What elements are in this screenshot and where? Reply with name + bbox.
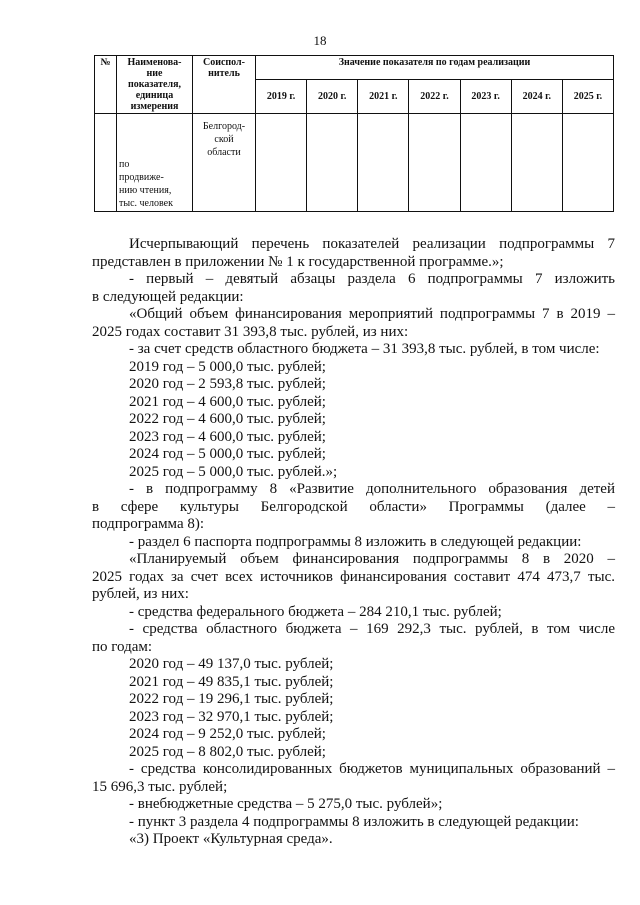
col-header-year: 2022 г. — [409, 80, 460, 114]
col-header-year: 2024 г. — [511, 80, 562, 114]
cell-value — [511, 114, 562, 212]
list-item: 2022 год – 4 600,0 тыс. рублей; — [129, 411, 326, 427]
list-item: 2020 год – 2 593,8 тыс. рублей; — [129, 376, 326, 392]
paragraph: - первый – девятый абзацы раздела 6 подпрограммы 7 изложить — [129, 271, 615, 287]
paragraph: «3) Проект «Культурная среда». — [129, 831, 333, 847]
col-header-indicator-name: Наименова- ние показателя, единица измерения — [117, 56, 193, 114]
list-item: 2024 год – 9 252,0 тыс. рублей; — [129, 726, 326, 742]
list-item: 2022 год – 19 296,1 тыс. рублей; — [129, 691, 334, 707]
cell-value — [409, 114, 460, 212]
list-item: 2024 год – 5 000,0 тыс. рублей; — [129, 446, 326, 462]
list-item: 2019 год – 5 000,0 тыс. рублей; — [129, 358, 326, 375]
cell-value — [562, 114, 613, 212]
paragraph: Исчерпывающий перечень показателей реализации подпрограммы 7 — [129, 236, 615, 252]
col-header-year: 2019 г. — [256, 80, 307, 114]
cell-value — [307, 114, 358, 212]
list-item: 2023 год – 32 970,1 тыс. рублей; — [129, 708, 334, 725]
paragraph: - за счет средств областного бюджета – 31 393,8 тыс. рублей, в том числе: — [129, 341, 600, 357]
paragraph: в сфере культуры Белгородской области» Программы (далее – — [92, 498, 615, 515]
paragraph: по годам: — [92, 638, 153, 655]
paragraph: подпрограмма 8): — [92, 516, 205, 532]
cell-value — [358, 114, 409, 212]
col-header-year: 2020 г. — [307, 80, 358, 114]
col-header-year: 2025 г. — [562, 80, 613, 114]
list-item: 2025 год – 5 000,0 тыс. рублей.»; — [129, 463, 338, 480]
cell-number — [95, 114, 117, 212]
list-item: 2021 год – 4 600,0 тыс. рублей; — [129, 393, 326, 410]
paragraph: представлен в приложении № 1 к государственной программе.»; — [92, 253, 504, 270]
cell-indicator-name: по продвиже- нию чтения, тыс. человек — [117, 114, 193, 212]
page-number: 18 — [313, 33, 327, 48]
cell-value — [460, 114, 511, 212]
paragraph: - пункт 3 раздела 4 подпрограммы 8 изложить в следующей редакции: — [129, 813, 579, 830]
paragraph: 2025 годах за счет всех источников финансирования составит 474 473,7 тыс. — [92, 568, 615, 585]
paragraph: - средства консолидированных бюджетов муниципальных образований – — [129, 761, 615, 777]
paragraph: - раздел 6 паспорта подпрограммы 8 изложить в следующей редакции: — [129, 533, 582, 550]
list-item: 2021 год – 49 835,1 тыс. рублей; — [129, 673, 334, 690]
indicators-table — [94, 55, 614, 212]
document-body — [92, 236, 615, 849]
table-row — [95, 114, 614, 212]
col-header-year: 2021 г. — [358, 80, 409, 114]
col-header-co-executor: Соиспол- нитель — [193, 56, 256, 114]
paragraph: - внебюджетные средства – 5 275,0 тыс. рублей»; — [129, 796, 443, 812]
paragraph: 15 696,3 тыс. рублей; — [92, 778, 228, 795]
paragraph: рублей, из них: — [92, 586, 189, 602]
col-header-number: № — [95, 56, 117, 114]
paragraph: «Планируемый объем финансирования подпрограммы 8 в 2020 – — [129, 551, 615, 567]
list-item: 2023 год – 4 600,0 тыс. рублей; — [129, 428, 326, 445]
col-header-year: 2023 г. — [460, 80, 511, 114]
paragraph: «Общий объем финансирования мероприятий подпрограммы 7 в 2019 – — [129, 306, 615, 322]
col-header-values-by-year: Значение показателя по годам реализации — [256, 56, 614, 80]
paragraph: - в подпрограмму 8 «Развитие дополнительного образования детей — [129, 481, 615, 497]
paragraph: - средства федерального бюджета – 284 210,1 тыс. рублей; — [129, 603, 502, 620]
cell-co-executor: Белгород- ской области — [193, 114, 256, 212]
list-item: 2025 год – 8 802,0 тыс. рублей; — [129, 743, 326, 760]
paragraph: в следующей редакции: — [92, 288, 244, 305]
paragraph: - средства областного бюджета – 169 292,3 тыс. рублей, в том числе — [129, 621, 615, 637]
cell-value — [256, 114, 307, 212]
list-item: 2020 год – 49 137,0 тыс. рублей; — [129, 656, 334, 672]
paragraph: 2025 годах составит 31 393,8 тыс. рублей, из них: — [92, 323, 409, 340]
